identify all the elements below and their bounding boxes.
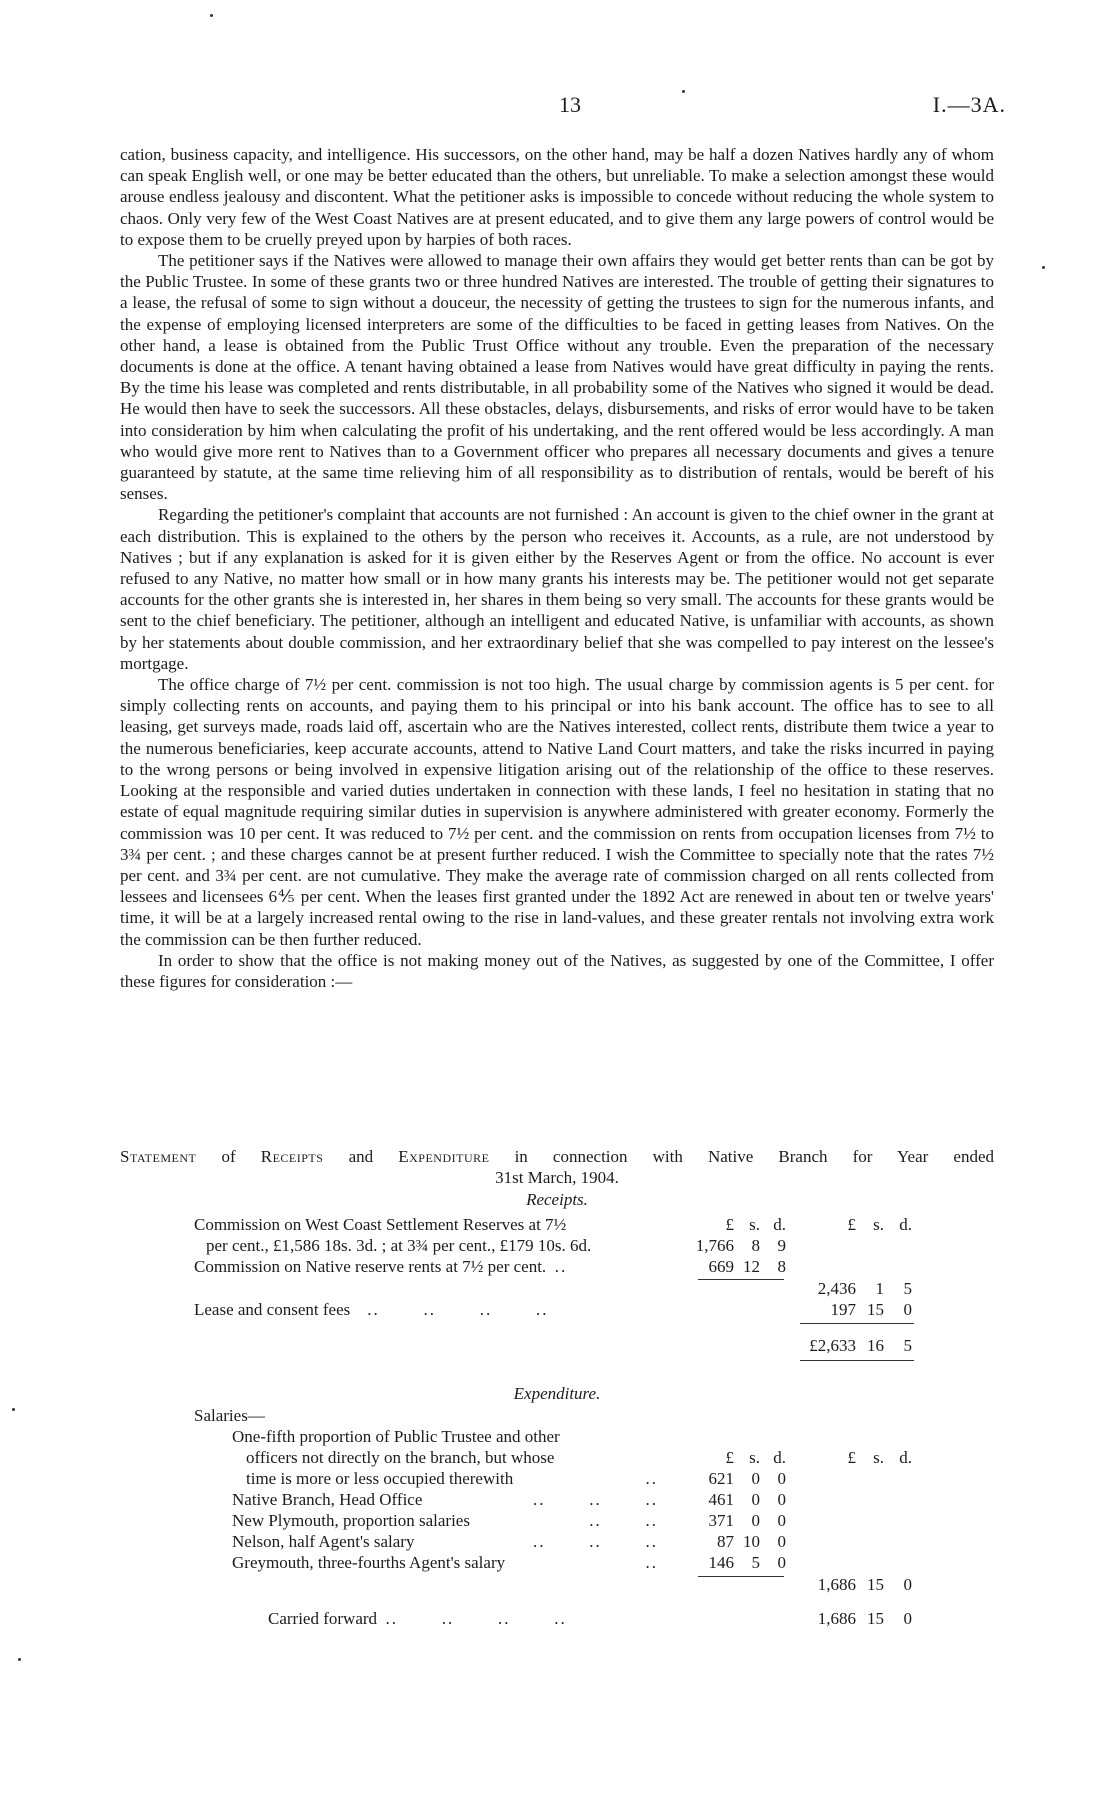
receipt-item-3-amount: 197 15 0: [830, 1300, 912, 1319]
paragraph-5: In order to show that the office is not making money out of the Natives, as suggested by one of the Committee, I offer these figures for consideration :—: [120, 950, 994, 991]
body-text: [120, 144, 994, 992]
expenditure-col1-header: £ s. d.: [725, 1448, 786, 1467]
carried-forward: Carried forward .. .. .. ..: [268, 1609, 567, 1628]
expenditure-item-5: Greymouth, three-fourths Agent's salary ..: [232, 1553, 658, 1572]
expenditure-item-1-line-1: One-fifth proportion of Public Trustee and other: [232, 1427, 560, 1446]
page-number: 13: [559, 92, 581, 117]
statement-title: Statement of Receipts and Expenditure in connection with Native Branch for Year ended 31st March, 1904.: [120, 1147, 994, 1187]
expenditure-item-2-amount: 461 0 0: [708, 1490, 786, 1509]
receipt-item-3: Lease and consent fees .. .. .. ..: [194, 1300, 549, 1319]
receipts-col2-header: £ s. d.: [847, 1215, 912, 1234]
expenditure-heading: Expenditure.: [513, 1384, 601, 1403]
receipts-heading: Receipts.: [526, 1190, 588, 1209]
carried-forward-amount: 1,686 15 0: [817, 1609, 912, 1628]
receipts-total-rule-top: [800, 1323, 914, 1324]
scan-speck: [682, 90, 685, 93]
expenditure-item-4-amount: 87 10 0: [717, 1532, 786, 1551]
statement-date: 31st March, 1904.: [495, 1168, 619, 1187]
scan-speck: [12, 1408, 15, 1411]
receipts-total-rule-bottom: [800, 1360, 914, 1361]
expenditure-col2-header: £ s. d.: [847, 1448, 912, 1467]
paragraph-3: Regarding the petitioner's complaint that accounts are not furnished : An account is given to the chief owner in the grant at each distribution. This is explained to the others by the person who receives it. Accounts, as a rule, are not understood by Natives ; but if any explanation is asked for it is given either by the Reserves Agent or from the office. No account is ever refused to any Native, no matter how small or in how many grants his interests may be. The petitioner would not get separate accounts for the other grants she is interested in, her shares in them being so very small. The accounts for these grants would be sent to the chief beneficiary. The petitioner, although an intelligent and educated Native, is unfamiliar with accounts, as shown by her statements about double commission, and her extraordinary belief that she was compelled to pay interest on the lessee's mortgage.: [120, 505, 994, 673]
expenditure-item-2: Native Branch, Head Office .. .. ..: [232, 1490, 658, 1509]
expenditure-item-1-amount: 621 0 0: [708, 1469, 786, 1488]
expenditure-subtotal-amount: 1,686 15 0: [817, 1575, 912, 1594]
receipts-subtotal-amount: 2,436 1 5: [817, 1279, 912, 1298]
paragraph-1: cation, business capacity, and intelligence. His successors, on the other hand, may be half a dozen Natives hardly any of whom can speak English well, or one may be better educated than the others, but unreliable. To make a selection amongst these would arouse endless jealousy and discontent. What the petitioner asks is impossible to concede without reducing the whole system to chaos. Only very few of the West Coast Natives are at present educated, and to give them any large powers of control would be to expose them to be cruelly preyed upon by harpies of both races.: [120, 145, 994, 249]
receipts-col1-header: £ s. d.: [725, 1215, 786, 1234]
expenditure-subtotal-rule: [698, 1576, 784, 1577]
receipt-item-1-amount: 1,766 8 9: [695, 1236, 786, 1255]
receipts-subtotal-rule: [698, 1279, 784, 1280]
expenditure-item-3: New Plymouth, proportion salaries .. ..: [232, 1511, 658, 1530]
document-reference: I.—3A.: [932, 92, 1006, 117]
receipt-item-1-line-1: Commission on West Coast Settlement Reserves at 7½: [194, 1215, 567, 1234]
expenditure-item-5-amount: 146 5 0: [708, 1553, 786, 1572]
paragraph-2: The petitioner says if the Natives were allowed to manage their own affairs they would get better rents than can be got by the Public Trustee. In some of these grants two or three hundred Natives are interested. The trouble of getting their signatures to a lease, the refusal of some to sign without a douceur, the necessity of getting the trustees to sign for the numerous infants, and the expense of employing licensed interpreters are some of the difficulties to be faced in getting leases from Natives. On the other hand, a lease is obtained from the Public Trust Office without any trouble. Even the preparation of the necessary documents is done at the office. A tenant having obtained a lease from Natives would have great difficulty in paying the rents. By the time his lease was completed and rents distributable, in all probability some of the Natives who signed it would be dead. He would then have to seek the successors. All these obstacles, delays, disbursements, and risks of error would have to be taken into consideration by him when calculating the profit of his undertaking, and the rent offered would be less accordingly. A man who would give more rent to Natives than to a Government officer who prepares all necessary documents and gives a tenure guaranteed by statute, at the same time relieving him of all responsibility as to distribution of rentals, would be bereft of his senses.: [120, 251, 994, 504]
scan-speck: [210, 14, 213, 17]
paragraph-4: The office charge of 7½ per cent. commission is not too high. The usual charge by commission agents is 5 per cent. for simply collecting rents on accounts, and paying them to his principal or into his bank account. The office has to see to all leasing, get surveys made, roads laid off, ascertain who are the Natives interested, collect rents, distribute them twice a year to the numerous beneficiaries, keep accurate accounts, attend to Native Land Court matters, and take the risks incurred in paying to the wrong persons or being involved in expensive litigation arising out of the relationship of the office to these reserves. Looking at the responsible and varied duties undertaken in connection with these lands, I feel no hesitation in stating that no estate of equal magnitude requiring similar duties in supervision is anywhere administered with greater economy. Formerly the commission was 10 per cent. It was reduced to 7½ per cent. and the commission on rents from occupation licenses from 7½ to 3¾ per cent. ; and these charges cannot be at present further reduced. I wish the Committee to specially note that the rates 7½ per cent. and 3¾ per cent. are not cumulative. They make the average rate of commission charged on all rents collected from lessees and licensees 6⅘ per cent. When the leases first granted under the 1892 Act are renewed in about ten or twelve years' time, it will be at a largely increased rental owing to the rise in land-values, and these greater rentals not involving extra work the commission can be then further reduced.: [120, 675, 994, 949]
receipts-total-amount: £2,633 16 5: [809, 1336, 912, 1355]
receipt-item-2: Commission on Native reserve rents at 7½ per cent. ..: [194, 1257, 568, 1276]
scan-speck: [18, 1658, 21, 1661]
salaries-label: Salaries—: [194, 1406, 265, 1425]
receipt-item-1-line-2: per cent., £1,586 18s. 3d. ; at 3¾ per cent., £179 10s. 6d.: [206, 1236, 592, 1255]
expenditure-item-1-line-3: time is more or less occupied therewith ..: [246, 1469, 658, 1488]
scan-speck: [1042, 266, 1045, 269]
expenditure-item-3-amount: 371 0 0: [708, 1511, 786, 1530]
expenditure-item-1-line-2: officers not directly on the branch, but whose: [246, 1448, 555, 1467]
receipt-item-2-amount: 669 12 8: [708, 1257, 786, 1276]
expenditure-item-4: Nelson, half Agent's salary .. .. ..: [232, 1532, 658, 1551]
